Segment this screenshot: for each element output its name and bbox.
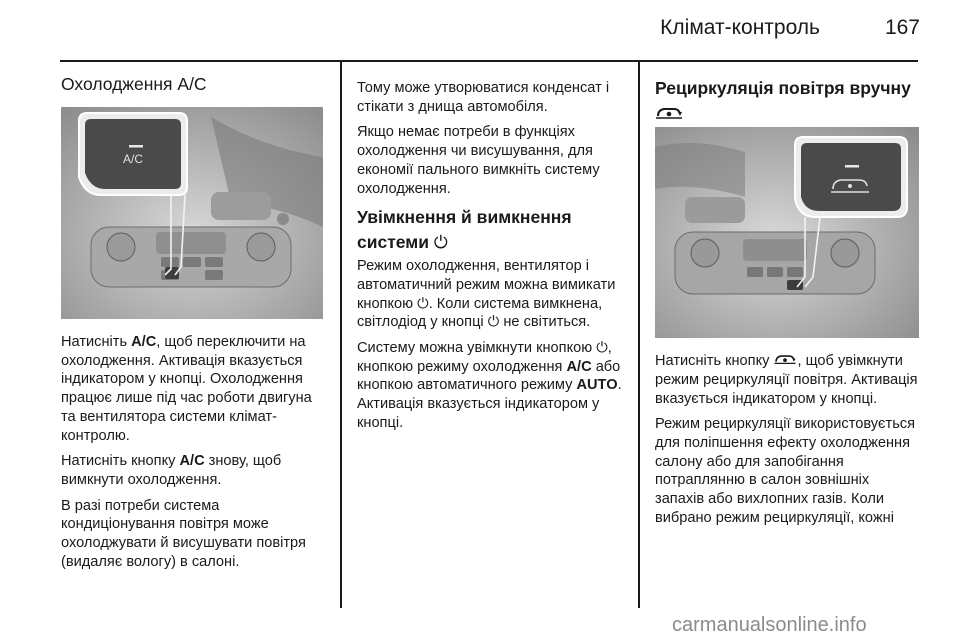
- paragraph: Тому може утворюватися конденсат і стікати з днища автомобіля.: [357, 80, 610, 115]
- header-divider: [60, 60, 918, 62]
- column-1: [61, 72, 329, 97]
- column-divider-1: [340, 62, 342, 608]
- paragraph: Систему можна увімкнути кнопкою ⏻, кнопкою режиму охолодження A/C або кнопкою автоматичного режиму AUTO. Активація вказується індикатором у кнопці.: [357, 340, 622, 431]
- power-icon: ⏻: [596, 340, 608, 357]
- paragraph: Режим охолодження, вентилятор і автоматичний режим можна вимикати кнопкою ⏻. Коли система вимкнена, світлодіод у кнопці ⏻ не світиться.: [357, 258, 616, 331]
- recirculation-icon: [773, 352, 797, 371]
- power-icon: ⏻: [417, 295, 429, 312]
- column-1-text: [61, 333, 329, 578]
- paragraph: Натисніть кнопку A/C знову, щоб вимкнути охолодження.: [61, 453, 282, 488]
- recirculation-icon: [655, 102, 683, 127]
- figure-ac-button: [61, 107, 323, 319]
- page-number: 167: [884, 16, 920, 39]
- column-3-text: [655, 352, 920, 535]
- column-divider-2: [638, 62, 640, 608]
- watermark: carmanualsonline.info: [672, 614, 867, 636]
- running-header-title: Клімат-контроль: [660, 16, 820, 39]
- column-3: [655, 76, 920, 127]
- column-2: [357, 79, 629, 440]
- paragraph: Якщо немає потреби в функціях охолодження чи висушування, для економії пального вимкніть систему охолодження.: [357, 124, 600, 197]
- paragraph: В разі потреби система кондиціонування повітря може охолоджувати й висушувати повітря (видаляє вологу) в салоні.: [61, 497, 306, 570]
- paragraph: Натисніть A/C, щоб переключити на охолодження. Активація вказується індикатором у кнопці. Охолодження працює лише під час роботи двигуна та вентилятора системи клімат-контролю.: [61, 334, 312, 444]
- figure-recirculation-button: [655, 127, 919, 338]
- ac-button-label: A/C: [123, 152, 144, 166]
- paragraph: Натисніть кнопку , щоб увімкнути режим рециркуляції повітря. Активація вказується індикатором у кнопці.: [655, 353, 918, 407]
- paragraph: Режим рециркуляції використовується для поліпшення ефекту охолодження салону або для запобігання потраплянню в салон зовнішніх запахів або вихлопних газів. Коли вибрано режим рециркуляції, кожні: [655, 416, 915, 526]
- power-icon: ⏻: [487, 314, 500, 331]
- power-icon: ⏻: [433, 232, 448, 253]
- section-heading-power: Увімкнення й вимкнення системи ⏻: [357, 205, 629, 255]
- section-heading-recirculation: Рециркуляція повітря вручну: [655, 76, 920, 127]
- section-heading-cooling: Охолодження A/C: [61, 74, 207, 94]
